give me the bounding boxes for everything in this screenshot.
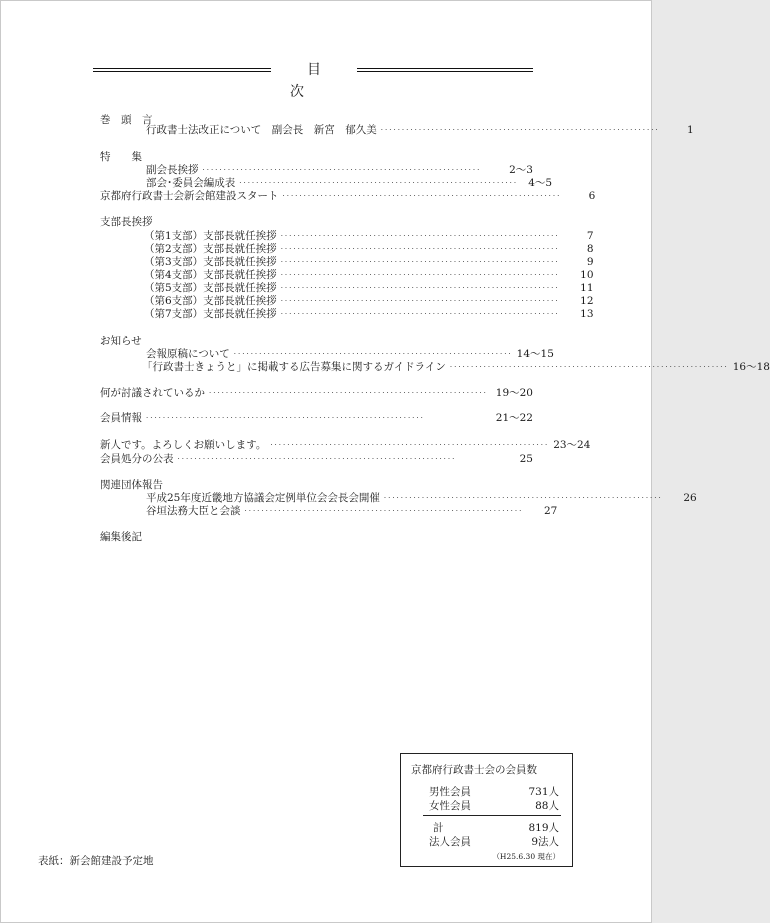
leader-dots: ·································································· (280, 310, 560, 318)
leader-dots: ·································································· (280, 232, 560, 240)
leader-dots: ·································································· (177, 455, 457, 463)
toc-entry-label: （第3支部）支部長就任挨拶 (144, 256, 277, 268)
toc-entry-page: 10 (580, 269, 594, 281)
leader-dots: ·································································· (270, 441, 550, 449)
toc-entry-label: 京都府行政書士会新会館建設スタート (100, 190, 279, 202)
leader-dots: ·································································· (280, 245, 560, 253)
toc-entry[interactable] (100, 307, 594, 321)
section-heading-henshu[interactable]: 編集後記 (100, 531, 142, 543)
member-box-date: （H25.6.30 現在） (492, 852, 560, 861)
member-row-value: 819人 (528, 822, 559, 834)
toc-entry-page: 14～15 (516, 348, 554, 360)
toc-entry[interactable] (100, 360, 770, 374)
leader-dots: ·································································· (280, 271, 560, 279)
section-heading-tokushu: 特 集 (100, 151, 142, 163)
toc-entry[interactable] (100, 438, 591, 452)
toc-entry-label: 平成25年度近畿地方協議会定例単位会会長会開催 (146, 492, 380, 504)
cover-note: 表紙：新会館建設予定地 (38, 855, 154, 867)
toc-entry-page: 7 (586, 230, 594, 242)
title-rule-left (93, 68, 271, 72)
section-heading-shibu: 支部長挨拶 (100, 216, 153, 228)
toc-entry-label: 新人です。よろしくお願いします。 (100, 439, 267, 451)
toc-entry[interactable] (100, 411, 533, 425)
member-count-box (400, 753, 573, 867)
leader-dots: ·································································· (280, 297, 560, 305)
toc-entry-page: 19～20 (495, 387, 533, 399)
toc-entry-label: 「行政書士きょうと」に掲載する広告募集に関するガイドライン (142, 361, 446, 373)
toc-entry-label: （第7支部）支部長就任挨拶 (144, 308, 277, 320)
section-heading-oshirase: お知らせ (100, 335, 142, 347)
title-rule-right (357, 68, 533, 72)
toc-entry-page: 26 (683, 492, 697, 504)
leader-dots: ·································································· (233, 350, 513, 358)
member-row (429, 784, 559, 799)
leader-dots: ·································································· (244, 507, 524, 515)
toc-entry-page: 27 (543, 505, 558, 517)
toc-entry[interactable] (100, 452, 533, 466)
toc-entry-label: 副会長挨拶 (146, 164, 199, 176)
leader-dots: ·································································· (146, 414, 425, 422)
section-heading-kanren: 関連団体報告 (100, 479, 163, 491)
toc-entry-page: 2～3 (509, 164, 533, 176)
toc-entry[interactable] (100, 281, 594, 295)
member-box-divider (423, 815, 561, 816)
leader-dots: ·································································· (449, 363, 729, 371)
toc-entry-page: 6 (588, 190, 596, 202)
toc-entry[interactable] (100, 229, 594, 243)
toc-entry-page: 11 (580, 282, 594, 294)
toc-entry-label: （第4支部）支部長就任挨拶 (144, 269, 277, 281)
toc-entry[interactable] (100, 268, 594, 282)
toc-entry-label: （第6支部）支部長就任挨拶 (144, 295, 277, 307)
toc-entry-page: 8 (586, 243, 594, 255)
member-row (429, 834, 559, 849)
leader-dots: ·································································· (280, 258, 560, 266)
toc-entry[interactable] (100, 189, 596, 203)
toc-entry[interactable] (100, 176, 553, 190)
member-row-value: 731人 (528, 786, 559, 798)
leader-dots: ·································································· (383, 494, 663, 502)
member-row-label: 女性会員 (429, 800, 471, 812)
toc-entry-page: 13 (580, 308, 594, 320)
toc-entry-label: 何が討議されているか (100, 387, 205, 399)
toc-entry[interactable] (100, 242, 594, 256)
member-row-value: 9法人 (531, 836, 559, 848)
toc-header (93, 59, 533, 100)
leader-dots: ·································································· (239, 179, 519, 187)
toc-entry-label: 会員情報 (100, 412, 142, 424)
section-heading-kantougen: 巻 頭 言 (100, 114, 153, 126)
member-row-value: 88人 (535, 800, 559, 812)
toc-entry-page: 1 (686, 124, 694, 136)
toc-entry[interactable] (100, 347, 554, 361)
page-title: 目 次 (290, 62, 451, 100)
toc-entry-label: 谷垣法務大臣と会談 (146, 505, 241, 517)
toc-entry-page: 9 (586, 256, 594, 268)
leader-dots: ·································································· (209, 389, 488, 397)
member-row-label: 計 (433, 822, 444, 834)
toc-entry-page: 25 (519, 453, 533, 465)
toc-entry-label: （第1支部）支部長就任挨拶 (144, 230, 277, 242)
toc-entry[interactable] (100, 123, 694, 137)
leader-dots: ·································································· (380, 126, 660, 134)
member-row-label: 法人会員 (429, 836, 471, 848)
toc-entry[interactable] (100, 294, 594, 308)
member-row (429, 798, 559, 813)
toc-entry[interactable] (100, 491, 697, 505)
leader-dots: ·································································· (282, 192, 562, 200)
member-row (429, 820, 559, 835)
toc-entry[interactable] (100, 255, 594, 269)
member-box-title: 京都府行政書士会の会員数 (411, 764, 537, 776)
leader-dots: ·································································· (280, 284, 560, 292)
toc-entry-label: （第2支部）支部長就任挨拶 (144, 243, 277, 255)
member-row-label: 男性会員 (429, 786, 471, 798)
toc-entry-page: 16～18 (732, 361, 770, 373)
toc-entry-label: 部会･委員会編成表 (146, 177, 236, 189)
toc-entry-label: （第5支部）支部長就任挨拶 (144, 282, 277, 294)
toc-entry[interactable] (100, 504, 558, 518)
toc-entry-page: 12 (580, 295, 594, 307)
toc-entry-page: 4～5 (528, 177, 553, 189)
toc-entry[interactable] (100, 163, 533, 177)
toc-entry-label: 会報原稿について (146, 348, 230, 360)
toc-entry-label: 行政書士法改正について 副会長 新宮 郁久美 (146, 124, 377, 136)
toc-entry[interactable] (100, 386, 533, 400)
toc-entry-label: 会員処分の公表 (100, 453, 174, 465)
toc-entry-page: 23～24 (553, 439, 591, 451)
toc-entry-page: 21～22 (495, 412, 533, 424)
leader-dots: ·································································· (202, 166, 482, 174)
